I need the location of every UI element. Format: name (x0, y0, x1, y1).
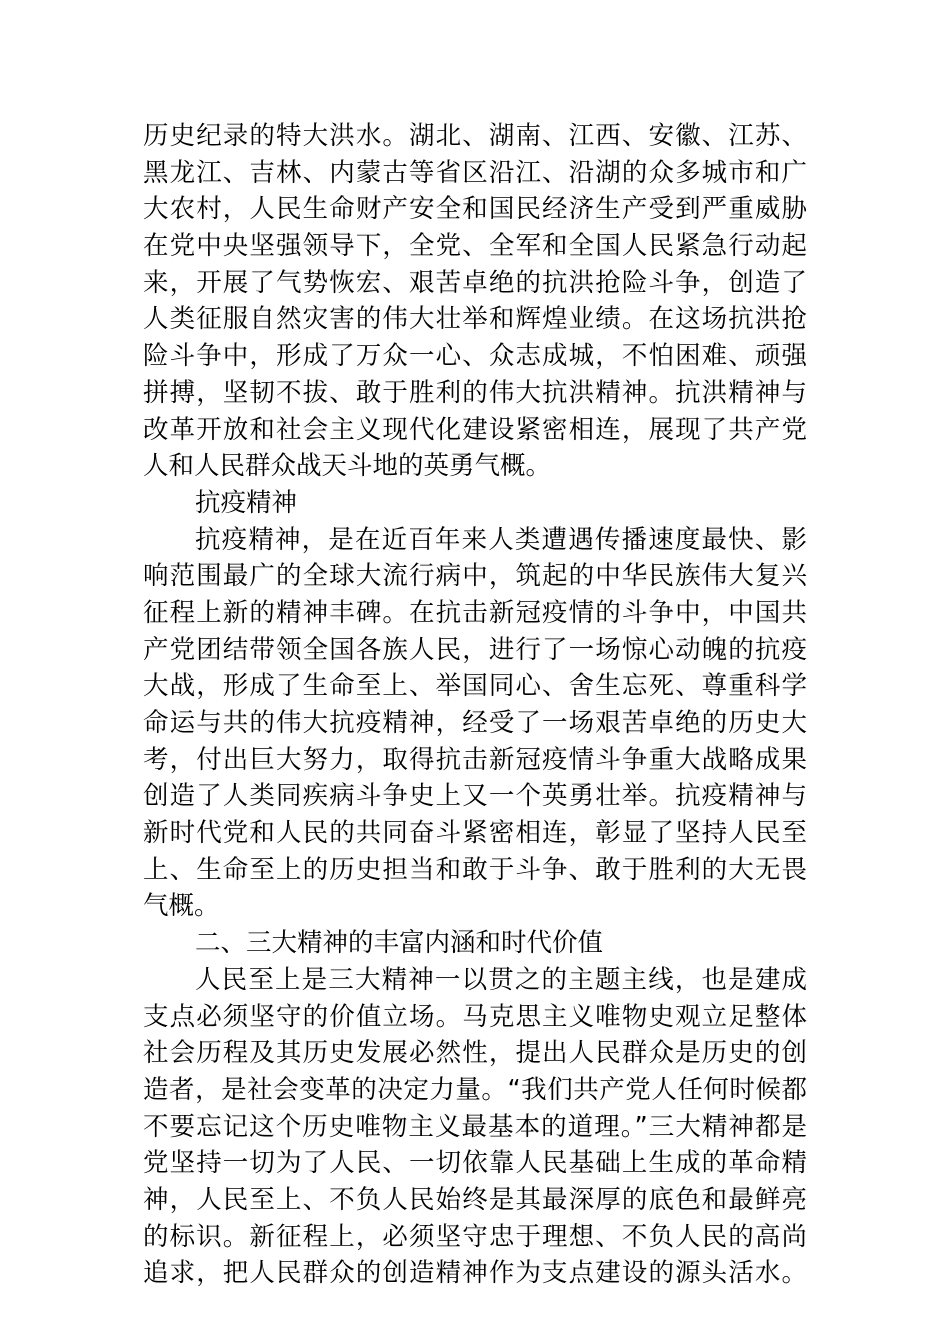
text-line: 人民至上是三大精神一以贯之的主题主线，也是建成 (195, 964, 807, 995)
text-line: 造者，是社会变革的决定力量。“我们共产党人任何时候都 (143, 1074, 807, 1105)
text-line: 险斗争中，形成了万众一心、众志成城，不怕困难、顽强 (143, 341, 807, 372)
text-line: 不要忘记这个历史唯物主义最基本的道理。”三大精神都是 (143, 1111, 807, 1142)
text-line: 响范围最广的全球大流行病中，筑起的中华民族伟大复兴 (143, 561, 807, 592)
text-line: 气概。 (143, 891, 220, 922)
text-line: 历史纪录的特大洪水。湖北、湖南、江西、安徽、江苏、 (143, 121, 807, 151)
text-line: 的标识。新征程上，必须坚守忠于理想、不负人民的高尚 (143, 1221, 807, 1252)
text-line: 新时代党和人民的共同奋斗紧密相连，彰显了坚持人民至 (143, 818, 807, 849)
text-line: 大战，形成了生命至上、举国同心、舍生忘死、尊重科学 (143, 671, 807, 702)
text-line: 产党团结带领全国各族人民，进行了一场惊心动魄的抗疫 (143, 634, 807, 665)
text-line: 抗疫精神，是在近百年来人类遭遇传播速度最快、影 (195, 524, 807, 555)
text-line: 支点必须坚守的价值立场。马克思主义唯物史观立足整体 (143, 1001, 807, 1032)
document-page (143, 118, 807, 1292)
text-line: 命运与共的伟大抗疫精神，经受了一场艰苦卓绝的历史大 (143, 708, 807, 738)
text-line: 来，开展了气势恢宏、艰苦卓绝的抗洪抢险斗争，创造了 (143, 267, 807, 298)
text-line: 二、三大精神的丰富内涵和时代价值 (195, 928, 604, 959)
text-line: 人类征服自然灾害的伟大壮举和辉煌业绩。在这场抗洪抢 (143, 304, 807, 335)
text-line: 社会历程及其历史发展必然性，提出人民群众是历史的创 (143, 1038, 807, 1069)
text-line: 创造了人类同疾病斗争史上又一个英勇壮举。抗疫精神与 (143, 781, 807, 812)
text-line: 在党中央坚强领导下，全党、全军和全国人民紧急行动起 (143, 231, 807, 262)
text-line: 征程上新的精神丰碑。在抗击新冠疫情的斗争中，中国共 (143, 597, 807, 628)
text-line: 追求，把人民群众的创造精神作为支点建设的源头活水。 (143, 1258, 807, 1289)
text-line: 大农村，人民生命财产安全和国民经济生产受到严重威胁 (143, 194, 807, 225)
text-line: 考，付出巨大努力，取得抗击新冠疫情斗争重大战略成果 (143, 744, 807, 775)
text-line: 党坚持一切为了人民、一切依靠人民基础上生成的革命精 (143, 1148, 807, 1179)
text-line: 上、生命至上的历史担当和敢于斗争、敢于胜利的大无畏 (143, 854, 807, 885)
text-line: 人和人民群众战天斗地的英勇气概。 (143, 451, 552, 482)
text-line: 改革开放和社会主义现代化建设紧密相连，展现了共产党 (143, 414, 807, 445)
text-line: 黑龙江、吉林、内蒙古等省区沿江、沿湖的众多城市和广 (143, 157, 807, 188)
text-line: 神，人民至上、不负人民始终是其最深厚的底色和最鲜亮 (143, 1184, 807, 1215)
text-line: 抗疫精神 (195, 487, 298, 518)
text-line: 拼搏，坚韧不拔、敢于胜利的伟大抗洪精神。抗洪精神与 (143, 377, 807, 408)
